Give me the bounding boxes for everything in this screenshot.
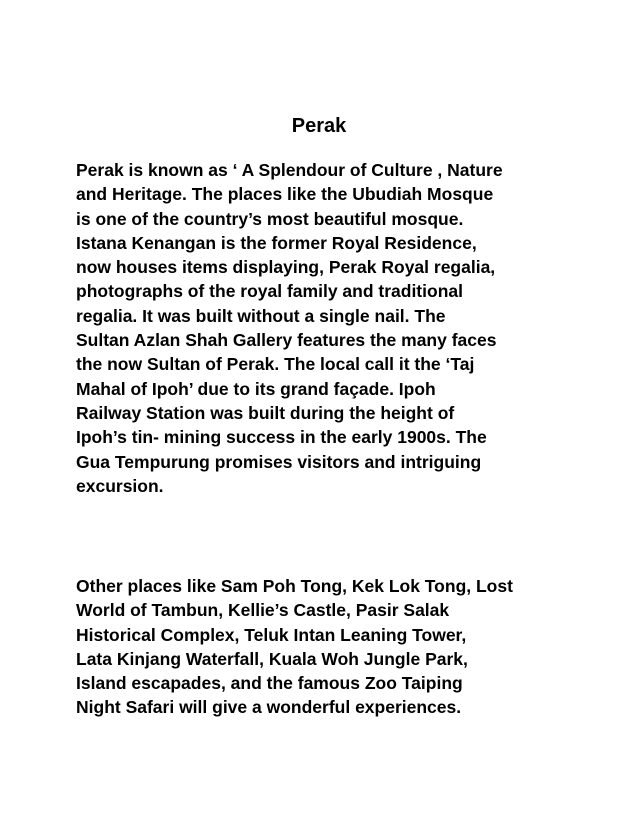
text-line: Other places like Sam Poh Tong, Kek Lok Tong, Lost xyxy=(76,576,513,596)
text-line: is one of the country’s most beautiful mosque. xyxy=(76,208,464,229)
text-line: Railway Station was built during the height of xyxy=(76,402,455,423)
document-title: Perak xyxy=(291,115,347,137)
text-line: Sultan Azlan Shah Gallery features the many faces xyxy=(76,330,497,351)
text-line: Night Safari will give a wonderful experiences. xyxy=(76,697,462,718)
text-line: Historical Complex, Teluk Intan Leaning Tower, xyxy=(76,624,467,645)
text-line: Gua Tempurung promises visitors and intriguing xyxy=(76,451,482,472)
text-line: Lata Kinjang Waterfall, Kuala Woh Jungle Park, xyxy=(76,648,468,669)
text-line: World of Tambun, Kellie’s Castle, Pasir Salak xyxy=(76,600,450,621)
paragraph-other-places xyxy=(76,574,576,720)
text-line: Istana Kenangan is the former Royal Residence, xyxy=(76,232,477,253)
text-line: photographs of the royal family and traditional xyxy=(76,281,463,302)
text-line: the now Sultan of Perak. The local call it the ‘Taj xyxy=(76,354,475,375)
paragraph-culture-heritage xyxy=(76,158,576,498)
text-line: Perak is known as ‘ A Splendour of Culture , Nature xyxy=(76,160,503,180)
text-line: Ipoh’s tin- mining success in the early 1900s. The xyxy=(76,427,487,448)
text-line: Mahal of Ipoh’ due to its grand façade. Ipoh xyxy=(76,378,436,399)
text-line: excursion. xyxy=(76,475,164,496)
text-line: now houses items displaying, Perak Royal regalia, xyxy=(76,257,496,278)
text-line: Island escapades, and the famous Zoo Taiping xyxy=(76,673,463,694)
text-line: regalia. It was built without a single nail. The xyxy=(76,305,446,326)
text-line: and Heritage. The places like the Ubudiah Mosque xyxy=(76,184,494,205)
